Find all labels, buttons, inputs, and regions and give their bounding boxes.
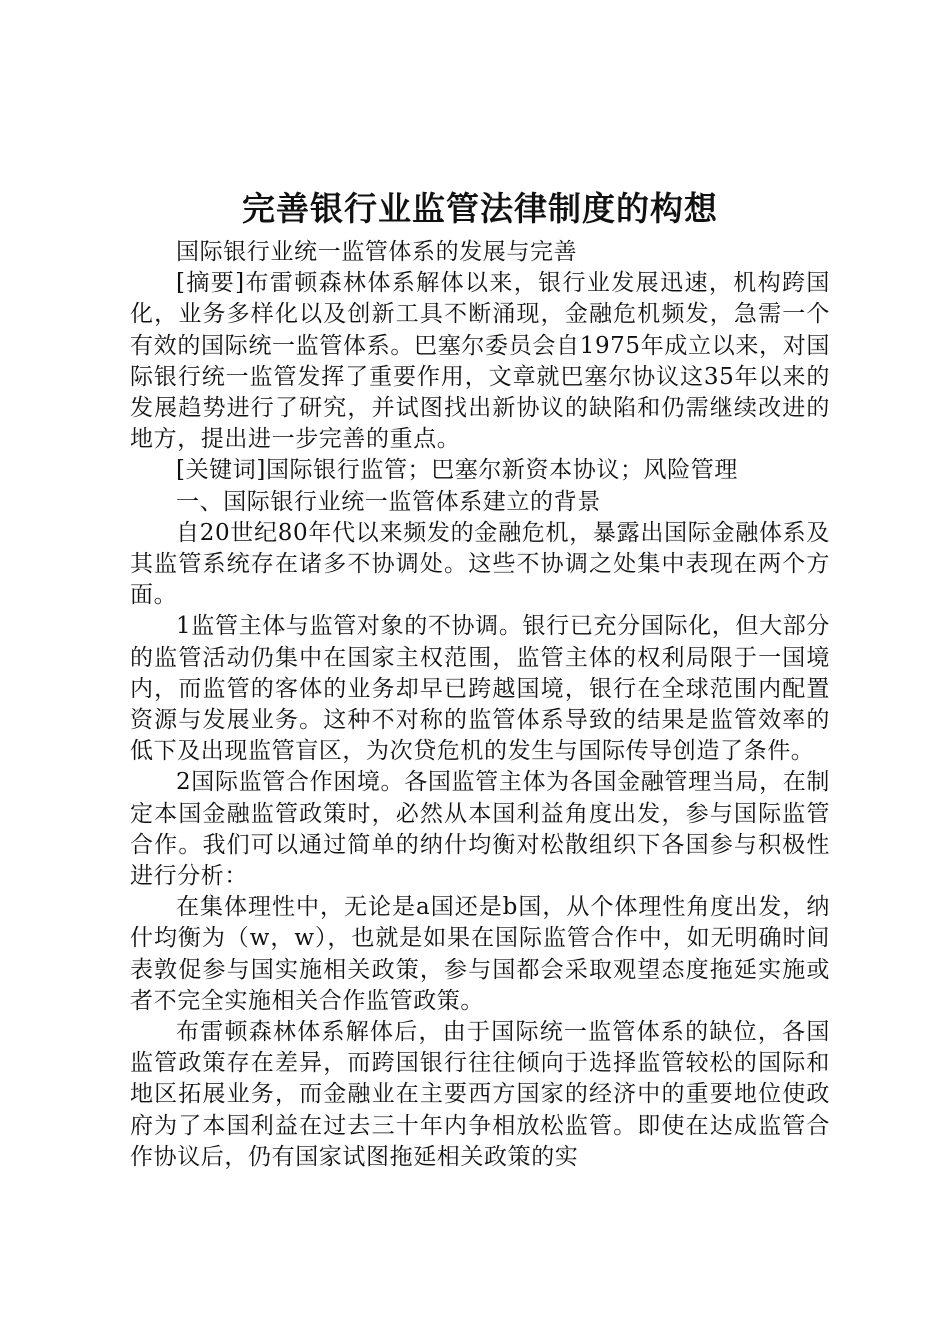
body-paragraph: 布雷顿森林体系解体后，由于国际统一监管体系的缺位，各国监管政策存在差异，而跨国银行往往倾向于选择监管较松的国际和地区拓展业务，而金融业在主要西方国家的经济中的重要地位使政府为了本国利益在过去三十年内争相放松监管。即使在达成监管合作协议后，仍有国家试图拖延相关政策的实: [130, 1019, 830, 1170]
document-title: 完善银行业监管法律制度的构想: [242, 189, 718, 228]
subtitle-paragraph: 国际银行业统一监管体系的发展与完善: [176, 239, 578, 265]
document-page: [130, 185, 830, 1173]
body-paragraph: 在集体理性中，无论是a国还是b国，从个体理性角度出发，纳什均衡为（w，w），也就是如果在国际监管合作中，如无明确时间表敦促参与国实施相关政策，参与国都会采取观望态度拖延实施或者不完全实施相关合作监管政策。: [130, 894, 830, 1014]
body-paragraph: 2国际监管合作困境。各国监管主体为各国金融管理当局，在制定本国金融监管政策时，必然从本国利益角度出发，参与国际监管合作。我们可以通过简单的纳什均衡对松散组织下各国参与积极性进行分析：: [130, 769, 830, 890]
section-heading: 一、国际银行业统一监管体系建立的背景: [176, 488, 601, 515]
body-paragraph: 自20世纪80年代以来频发的金融危机，暴露出国际金融体系及其监管系统存在诸多不协调处。这些不协调之处集中表现在两个方面。: [130, 519, 830, 609]
abstract-paragraph: [摘要]布雷顿森林体系解体以来，银行业发展迅速，机构跨国化，业务多样化以及创新工具不断涌现，金融危机频发，急需一个有效的国际统一监管体系。巴塞尔委员会自1975年成立以来，对国际银行统一监管发挥了重要作用，文章就巴塞尔协议这35年以来的发展趋势进行了研究，并试图找出新协议的缺陷和仍需继续改进的地方，提出进一步完善的重点。: [130, 270, 830, 453]
body-paragraph: 1监管主体与监管对象的不协调。银行已充分国际化，但大部分的监管活动仍集中在国家主权范围，监管主体的权利局限于一国境内，而监管的客体的业务却早已跨越国境，银行在全球范围内配置资源与发展业务。这种不对称的监管体系导致的结果是监管效率的低下及出现监管盲区，为次贷危机的发生与国际传导创造了条件。: [130, 613, 830, 765]
keywords-paragraph: [关键词]国际银行监管；巴塞尔新资本协议；风险管理: [176, 457, 738, 484]
